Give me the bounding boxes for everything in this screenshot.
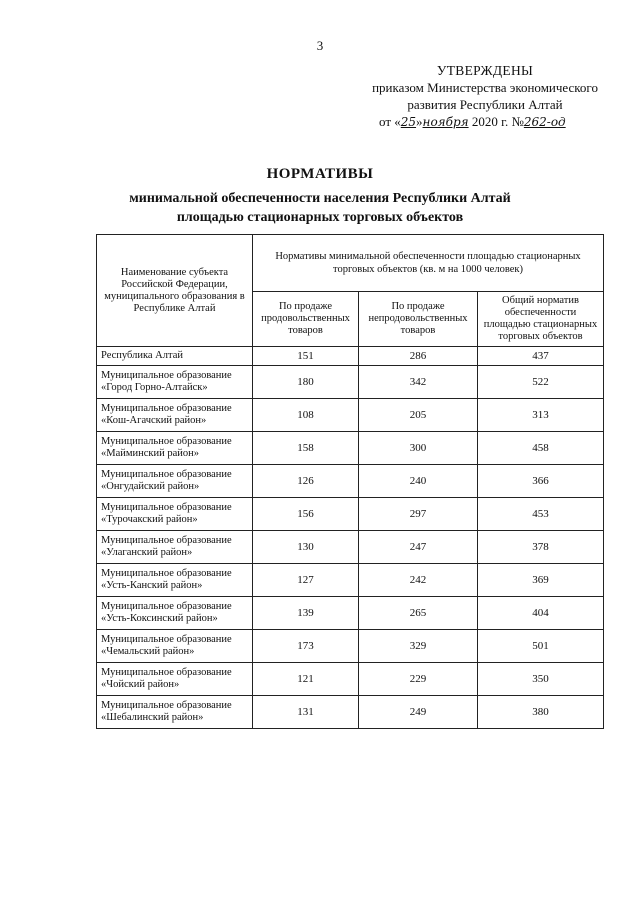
row-total: 404 xyxy=(478,597,604,630)
table-row xyxy=(97,597,604,630)
row-food: 130 xyxy=(253,531,359,564)
row-nonfood: 265 xyxy=(359,597,478,630)
row-name: Муниципальное образование «Кош-Агачский район» xyxy=(97,399,253,432)
row-total: 437 xyxy=(478,347,604,366)
approval-title: УТВЕРЖДЕНЫ xyxy=(436,63,534,78)
row-name: Муниципальное образование «Турочакский район» xyxy=(97,498,253,531)
table-row xyxy=(97,465,604,498)
row-food: 156 xyxy=(253,498,359,531)
approval-line-1: приказом Министерства экономического xyxy=(372,80,598,95)
row-name: Муниципальное образование «Майминский район» xyxy=(97,432,253,465)
header-nonfood: По продаже непродовольственных товаров xyxy=(359,292,478,347)
row-total: 369 xyxy=(478,564,604,597)
row-name: Муниципальное образование «Город Горно-Алтайск» xyxy=(97,366,253,399)
row-nonfood: 242 xyxy=(359,564,478,597)
table-row xyxy=(97,663,604,696)
row-name: Муниципальное образование «Онгудайский район» xyxy=(97,465,253,498)
date-prefix: от « xyxy=(379,114,401,129)
row-name: Республика Алтай xyxy=(97,347,253,366)
row-total: 378 xyxy=(478,531,604,564)
row-food: 173 xyxy=(253,630,359,663)
row-food: 131 xyxy=(253,696,359,729)
row-total: 522 xyxy=(478,366,604,399)
date-mid: » xyxy=(416,114,423,129)
date-day: 25 xyxy=(400,115,417,129)
row-food: 127 xyxy=(253,564,359,597)
row-nonfood: 229 xyxy=(359,663,478,696)
row-nonfood: 205 xyxy=(359,399,478,432)
title-line-2: минимальной обеспеченности населения Республики Алтай xyxy=(129,191,511,206)
row-name: Муниципальное образование «Усть-Коксинский район» xyxy=(97,597,253,630)
header-norms-group: Нормативы минимальной обеспеченности площадью стационарных торговых объектов (кв. м на 1000 человек) xyxy=(253,235,604,292)
table-row xyxy=(97,696,604,729)
row-total: 366 xyxy=(478,465,604,498)
row-name: Муниципальное образование «Чойский район» xyxy=(97,663,253,696)
title-line-1: НОРМАТИВЫ xyxy=(266,166,374,182)
row-food: 121 xyxy=(253,663,359,696)
header-total: Общий норматив обеспеченности площадью стационарных торговых объектов xyxy=(478,292,604,347)
row-food: 151 xyxy=(253,347,359,366)
table-row xyxy=(97,630,604,663)
row-food: 139 xyxy=(253,597,359,630)
header-food: По продаже продовольственных товаров xyxy=(253,292,359,347)
title-line-3: площадью стационарных торговых объектов xyxy=(176,210,464,225)
page-number: 3 xyxy=(316,38,324,53)
order-number: 262-од xyxy=(523,115,566,129)
row-name: Муниципальное образование «Усть-Канский район» xyxy=(97,564,253,597)
row-nonfood: 329 xyxy=(359,630,478,663)
row-total: 313 xyxy=(478,399,604,432)
row-nonfood: 240 xyxy=(359,465,478,498)
table-row xyxy=(97,564,604,597)
header-name: Наименование субъекта Российской Федерации, муниципального образования в Республике Алтай xyxy=(97,235,253,347)
row-nonfood: 286 xyxy=(359,347,478,366)
table-row xyxy=(97,498,604,531)
approval-line-2: развития Республики Алтай xyxy=(407,97,563,112)
date-year: 2020 г. № xyxy=(471,114,524,129)
document-title xyxy=(0,166,640,226)
row-name: Муниципальное образование «Улаганский район» xyxy=(97,531,253,564)
row-food: 180 xyxy=(253,366,359,399)
table-row xyxy=(97,531,604,564)
row-food: 126 xyxy=(253,465,359,498)
approval-stamp xyxy=(365,62,605,131)
row-name: Муниципальное образование «Шебалинский район» xyxy=(97,696,253,729)
row-nonfood: 247 xyxy=(359,531,478,564)
row-food: 158 xyxy=(253,432,359,465)
date-month: ноября xyxy=(422,115,469,129)
row-nonfood: 300 xyxy=(359,432,478,465)
row-total: 458 xyxy=(478,432,604,465)
row-food: 108 xyxy=(253,399,359,432)
table-row xyxy=(97,432,604,465)
approval-order-line xyxy=(365,113,605,131)
row-total: 501 xyxy=(478,630,604,663)
row-nonfood: 249 xyxy=(359,696,478,729)
norms-table xyxy=(96,234,604,729)
row-total: 350 xyxy=(478,663,604,696)
row-total: 380 xyxy=(478,696,604,729)
row-nonfood: 297 xyxy=(359,498,478,531)
row-nonfood: 342 xyxy=(359,366,478,399)
table-row xyxy=(97,399,604,432)
table-row xyxy=(97,366,604,399)
row-name: Муниципальное образование «Чемальский район» xyxy=(97,630,253,663)
table-row xyxy=(97,347,604,366)
row-total: 453 xyxy=(478,498,604,531)
